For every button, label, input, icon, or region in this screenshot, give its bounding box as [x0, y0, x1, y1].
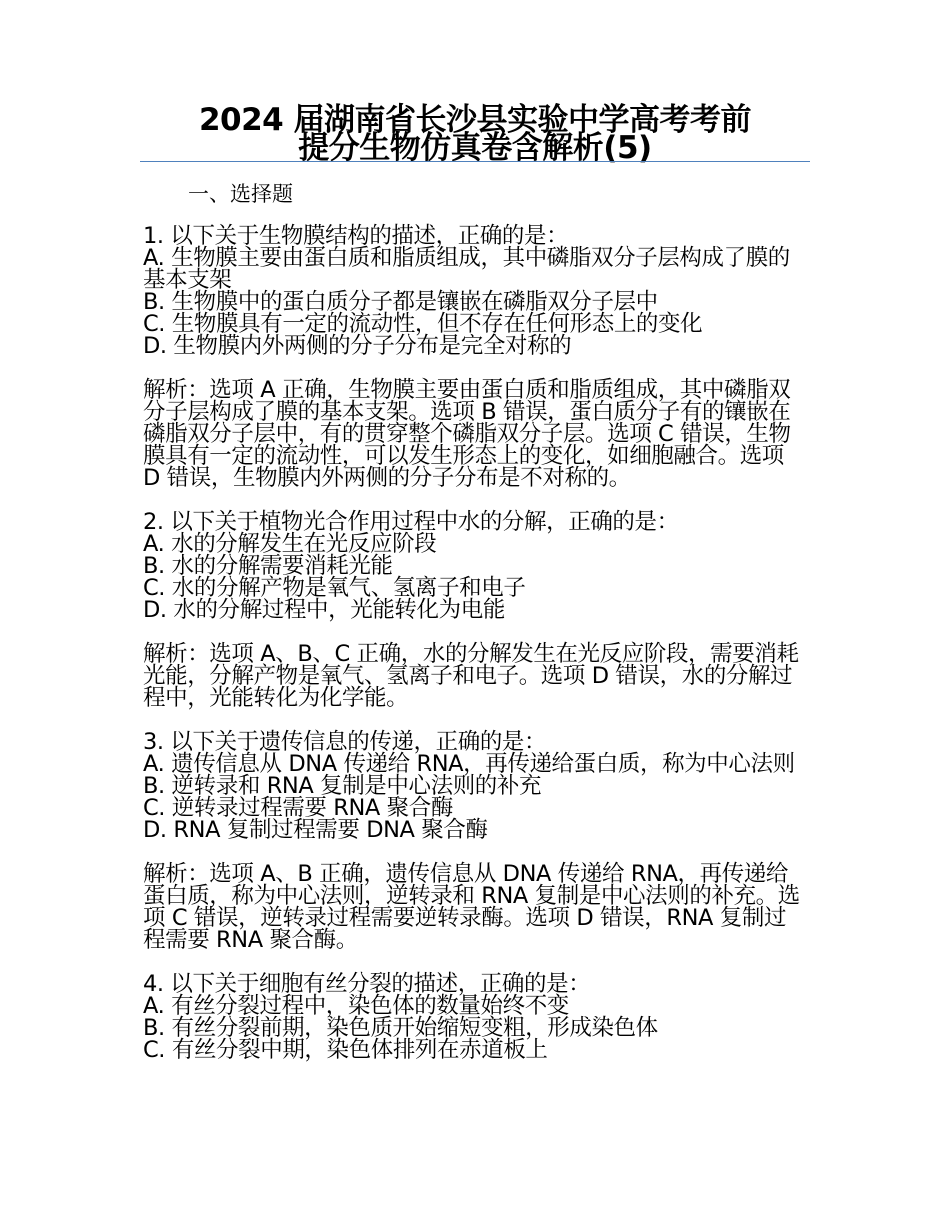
question-4: [143, 973, 807, 1061]
question-stem: 1. 以下关于生物膜结构的描述，正确的是：: [143, 223, 569, 249]
option-b: B. 生物膜中的蛋白质分子都是镶嵌在磷脂双分子层中: [143, 289, 658, 315]
option-d: D. RNA 复制过程需要 DNA 聚合酶: [143, 817, 488, 843]
question-list: [143, 225, 807, 1061]
option-a: A. 遗传信息从 DNA 传递给 RNA，再传递给蛋白质，称为中心法则: [143, 751, 795, 777]
option-c: C. 有丝分裂中期，染色体排列在赤道板上: [143, 1037, 548, 1063]
question-2: [143, 511, 807, 731]
option-c: C. 逆转录过程需要 RNA 聚合酶: [143, 795, 453, 821]
option-b: B. 有丝分裂前期，染色质开始缩短变粗，形成染色体: [143, 1015, 658, 1041]
document-title: [140, 102, 810, 166]
option-a: A. 生物膜主要由蛋白质和脂质组成，其中磷脂双分子层构成了膜的基本支架: [143, 245, 790, 293]
option-d: D. 水的分解过程中，光能转化为电能: [143, 597, 505, 623]
option-b: B. 水的分解需要消耗光能: [143, 553, 393, 579]
option-a: A. 有丝分裂过程中，染色体的数量始终不变: [143, 993, 569, 1019]
question-stem: 4. 以下关于细胞有丝分裂的描述，正确的是：: [143, 971, 591, 997]
question-3: [143, 731, 807, 973]
title-line-1: 2024 届湖南省长沙县实验中学高考考前: [198, 102, 752, 138]
title-line-2: 提分生物仿真卷含解析(5): [298, 130, 652, 166]
option-c: C. 生物膜具有一定的流动性，但不存在任何形态上的变化: [143, 311, 703, 337]
option-c: C. 水的分解产物是氧气、氢离子和电子: [143, 575, 526, 601]
question-stem: 3. 以下关于遗传信息的传递，正确的是：: [143, 729, 547, 755]
title-divider: [140, 161, 810, 162]
option-a: A. 水的分解发生在光反应阶段: [143, 531, 437, 557]
analysis-text: 解析：选项 A、B 正确，遗传信息从 DNA 传递给 RNA，再传递给蛋白质，称为中心法则，逆转录和 RNA 复制是中心法则的补充。选项 C 错误，逆转录过程需要逆转录酶。选项 D 错误，RNA 复制过程需要 RNA 聚合酶。: [143, 861, 800, 953]
section-heading: 一、选择题: [188, 182, 293, 206]
option-d: D. 生物膜内外两侧的分子分布是完全对称的: [143, 333, 572, 359]
question-stem: 2. 以下关于植物光合作用过程中水的分解，正确的是：: [143, 509, 679, 535]
analysis-text: 解析：选项 A 正确，生物膜主要由蛋白质和脂质组成，其中磷脂双分子层构成了膜的基本支架。选项 B 错误，蛋白质分子有的镶嵌在磷脂双分子层中，有的贯穿整个磷脂双分子层。选项 C 错误，生物膜具有一定的流动性，可以发生形态上的变化，如细胞融合。选项 D 错误，生物膜内外两侧的分子分布是不对称的。: [143, 377, 791, 491]
analysis-text: 解析：选项 A、B、C 正确，水的分解发生在光反应阶段，需要消耗光能，分解产物是氧气、氢离子和电子。选项 D 错误，水的分解过程中，光能转化为化学能。: [143, 641, 799, 711]
option-b: B. 逆转录和 RNA 复制是中心法则的补充: [143, 773, 542, 799]
question-1: [143, 225, 807, 511]
